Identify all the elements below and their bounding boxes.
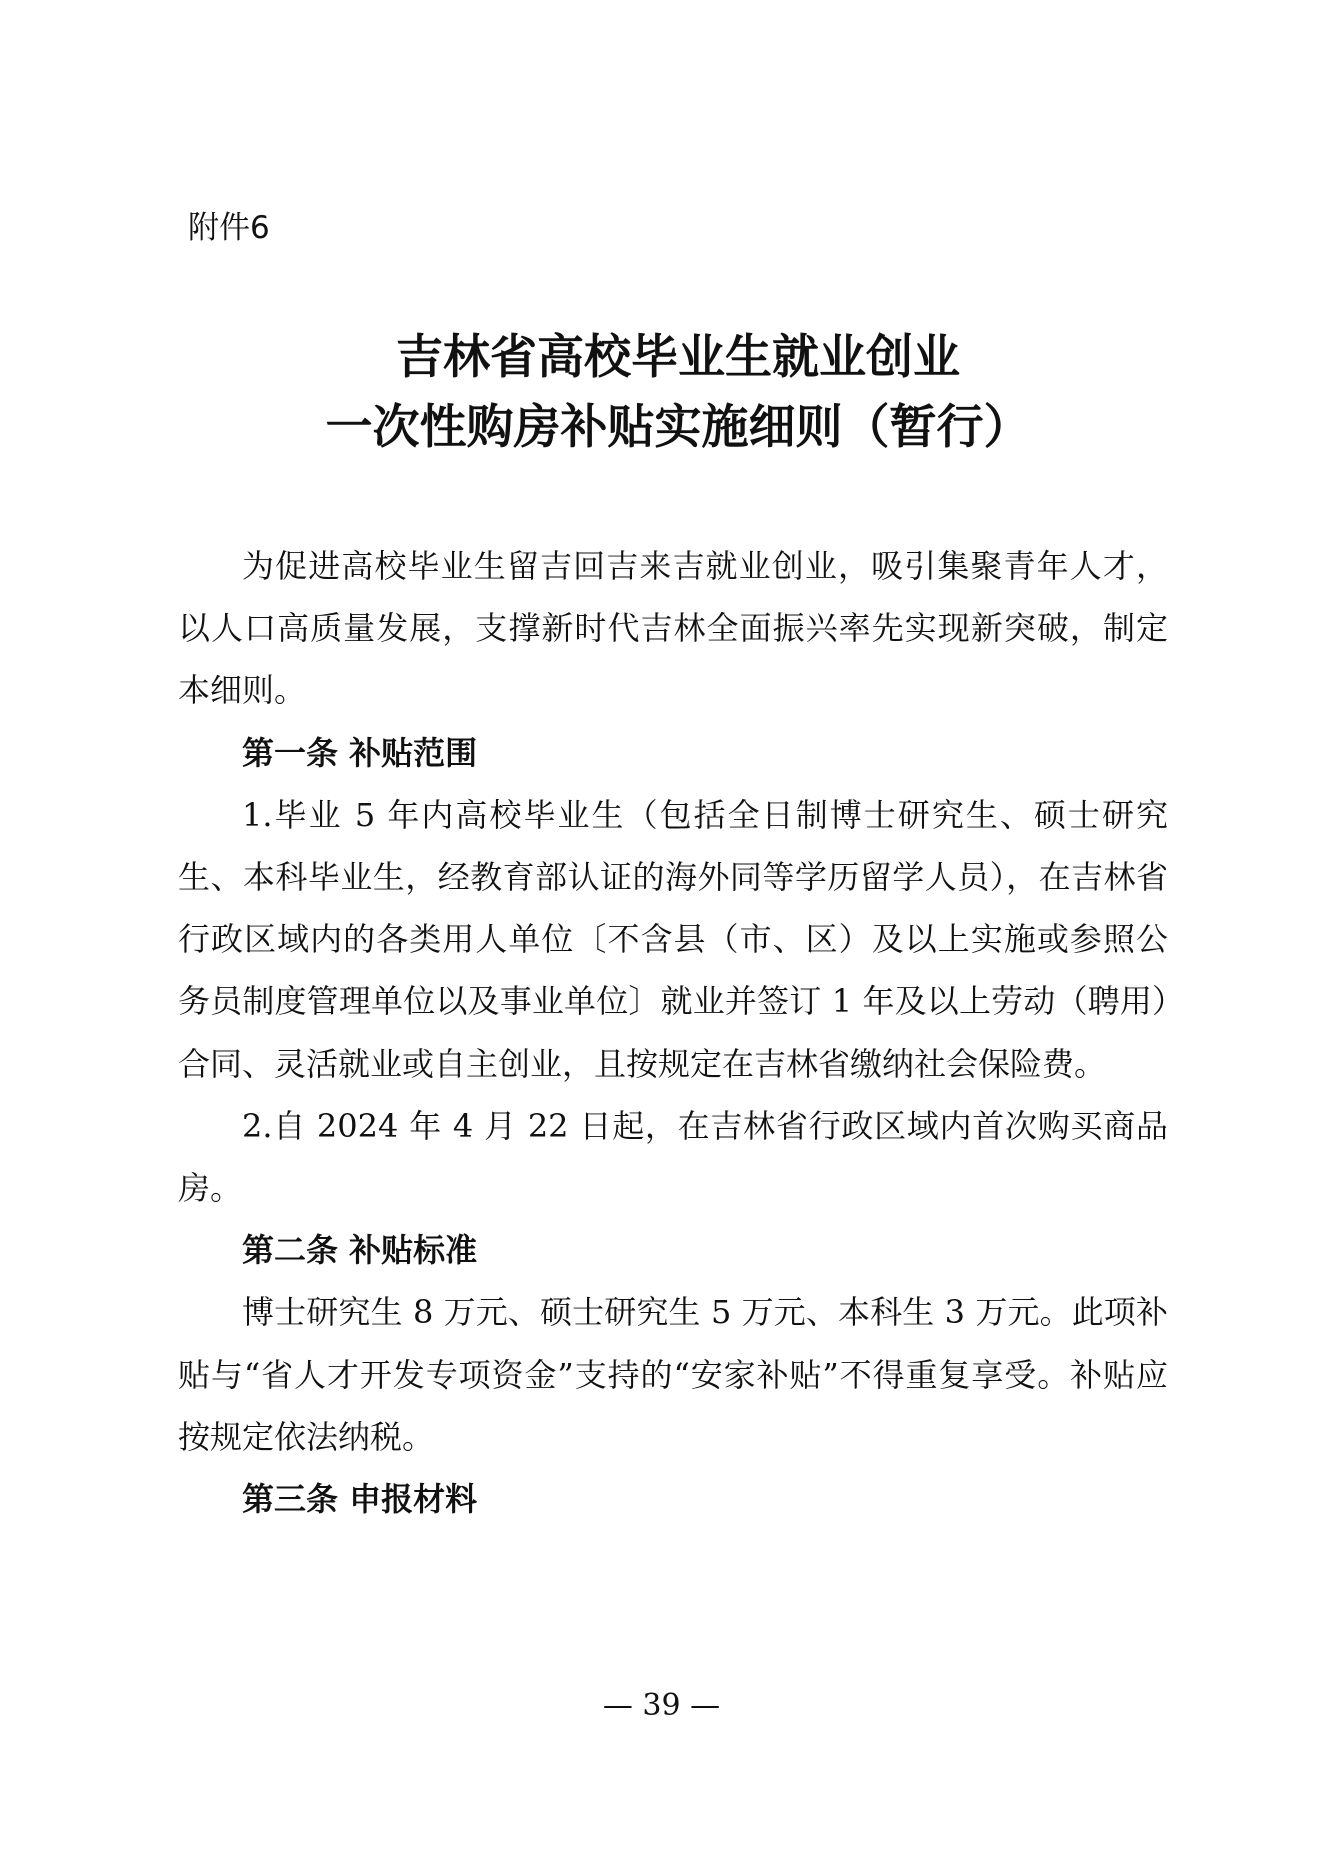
- document-body: [178, 535, 1168, 1530]
- article-1-item-2: 2.自 2024 年 4 月 22 日起，在吉林省行政区域内首次购买商品房。: [178, 1106, 1168, 1208]
- title-line-2: 一次性购房补贴实施细则（暂行）: [325, 400, 1031, 455]
- article-2-heading: 第二条 补贴标准: [242, 1231, 478, 1270]
- article-1-item-1: 1.毕业 5 年内高校毕业生（包括全日制博士研究生、硕士研究生、本科毕业生，经教育部认证的海外同等学历留学人员），在吉林省行政区域内的各类用人单位〔不含县（市、区）及以上实施或参照公务员制度管理单位以及事业单位〕就业并签订 1 年及以上劳动（聘用）合同、灵活就业或自主创业，且按规定在吉林省缴纳社会保险费。: [178, 795, 1168, 1083]
- article-2-text: 博士研究生 8 万元、硕士研究生 5 万元、本科生 3 万元。此项补贴与“省人才开发专项资金”支持的“安家补贴”不得重复享受。补贴应按规定依法纳税。: [178, 1293, 1168, 1456]
- attachment-label: 附件6: [188, 210, 270, 246]
- article-1-heading: 第一条 补贴范围: [242, 733, 478, 772]
- intro-paragraph: 为促进高校毕业生留吉回吉来吉就业创业，吸引集聚青年人才，以人口高质量发展，支撑新时代吉林全面振兴率先实现新突破，制定本细则。: [178, 547, 1168, 710]
- article-3-heading: 第三条 申报材料: [242, 1480, 478, 1519]
- title-line-1: 吉林省高校毕业生就业创业: [396, 330, 960, 385]
- page-number: — 39 —: [602, 1688, 721, 1723]
